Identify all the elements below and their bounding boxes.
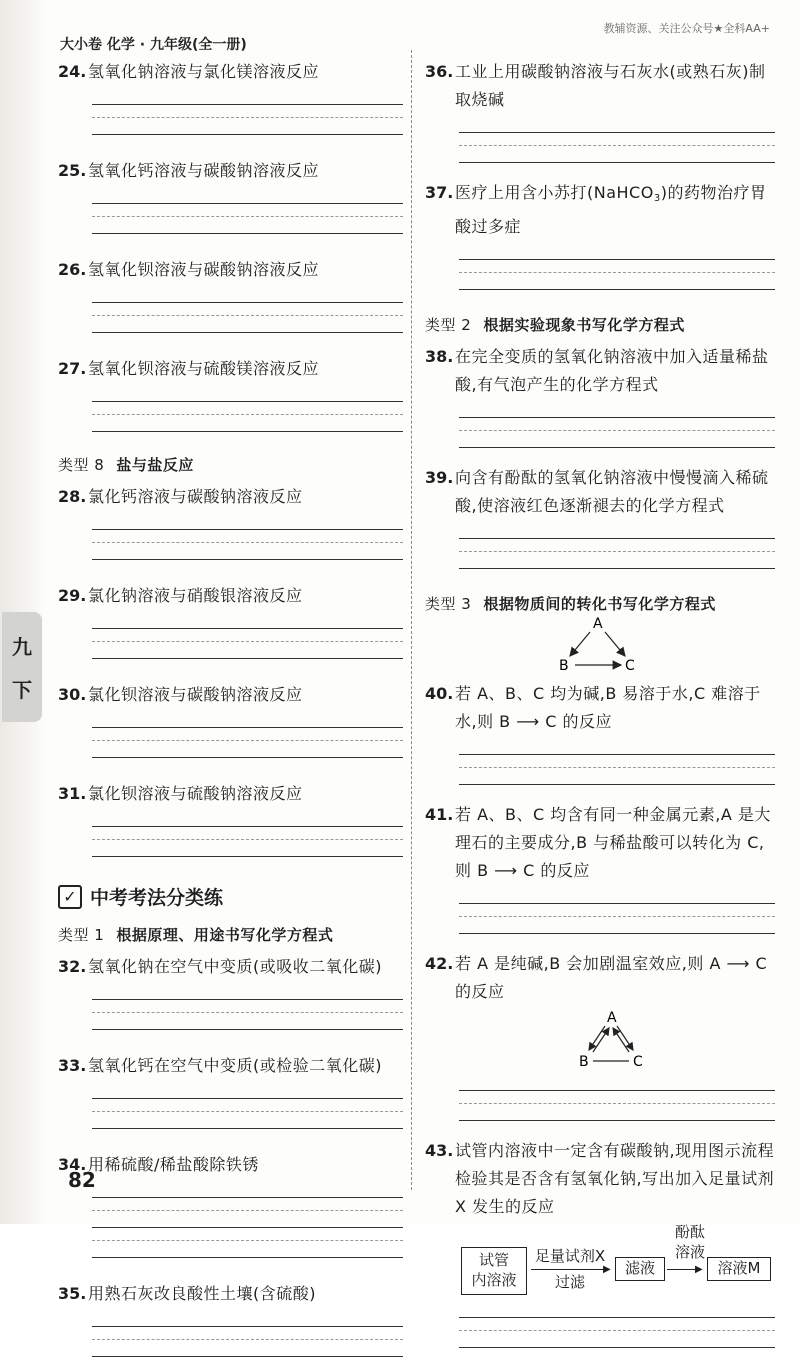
flow-diagram — [425, 1223, 775, 1299]
watermark-text: 教辅资源、关注公众号★全科AA+ — [603, 22, 770, 35]
question-36 — [425, 58, 775, 114]
answer-lines — [92, 187, 403, 234]
node-c: C — [625, 658, 635, 674]
book-header: 大小卷 化学 · 九年级(全一册) — [60, 37, 247, 53]
answer-line[interactable] — [92, 1099, 403, 1112]
answer-line[interactable] — [92, 1013, 403, 1030]
question-25 — [58, 157, 403, 185]
question-number: 29. — [58, 586, 87, 605]
question-24 — [58, 58, 403, 86]
question-number: 38. — [425, 347, 454, 366]
question-number: 43. — [425, 1141, 454, 1160]
question-number: 35. — [58, 1284, 87, 1303]
flow-arrow2-top-1: 酚酞 — [674, 1223, 705, 1241]
type-title: 根据物质间的转化书写化学方程式 — [483, 595, 716, 613]
arrow-a-to-b — [570, 632, 590, 656]
flow-arrow2-top-2: 溶液 — [674, 1243, 705, 1261]
question-number: 42. — [425, 954, 454, 973]
answer-line[interactable] — [92, 1340, 403, 1357]
type-3-heading — [425, 593, 775, 614]
right-column — [425, 58, 775, 1348]
question-text-part: )的药物治疗胃酸过多症 — [455, 183, 767, 236]
question-30 — [58, 681, 403, 709]
answer-line[interactable] — [92, 1198, 403, 1211]
question-text: 氯化钡溶液与硫酸钠溶液反应 — [88, 784, 303, 803]
answer-lines — [92, 1310, 403, 1357]
answer-line[interactable] — [92, 316, 403, 333]
answer-lines — [92, 88, 403, 135]
node-a: A — [593, 616, 603, 632]
answer-line[interactable] — [92, 513, 403, 530]
grade-side-tab — [2, 612, 42, 722]
flow-arrow1-bottom: 过滤 — [554, 1273, 585, 1291]
question-text: 若 A、B、C 均含有同一种金属元素,A 是大理石的主要成分,B 与稀盐酸可以转化为 C,则 B ⟶ C 的反应 — [455, 805, 771, 880]
question-number: 40. — [425, 684, 454, 703]
answer-line[interactable] — [459, 1104, 775, 1121]
question-text — [455, 179, 775, 241]
question-33 — [58, 1052, 403, 1080]
question-text: 氢氧化钡溶液与硫酸镁溶液反应 — [88, 359, 320, 378]
node-b: B — [559, 658, 569, 674]
question-number: 41. — [425, 805, 454, 824]
question-text: 氯化钠溶液与硝酸银溶液反应 — [88, 586, 303, 605]
question-number: 34. — [58, 1155, 87, 1174]
question-42 — [425, 950, 775, 1006]
flow-box-tube-solution — [461, 1247, 527, 1295]
answer-lines — [459, 401, 775, 448]
answer-line[interactable] — [92, 88, 403, 105]
question-text: 用熟石灰改良酸性土壤(含硫酸) — [88, 1284, 316, 1303]
question-35 — [58, 1280, 403, 1308]
answer-line[interactable] — [459, 917, 775, 934]
answer-line[interactable] — [459, 738, 775, 755]
type-title: 盐与盐反应 — [116, 456, 194, 474]
question-text: 氢氧化钙在空气中变质(或检验二氧化碳) — [88, 1056, 382, 1075]
question-number: 31. — [58, 784, 87, 803]
answer-line[interactable] — [459, 243, 775, 260]
answer-line[interactable] — [92, 187, 403, 204]
answer-lines — [92, 385, 403, 432]
question-39 — [425, 464, 775, 520]
flow-box-line: 试管 — [478, 1251, 509, 1269]
answer-line[interactable] — [92, 105, 403, 118]
answer-line[interactable] — [92, 1327, 403, 1340]
answer-line[interactable] — [459, 1074, 775, 1091]
type-label: 类型 1 — [58, 926, 105, 944]
arrow-right-icon: ▶ — [603, 1264, 611, 1275]
answer-lines — [92, 286, 403, 333]
question-text: 试管内溶液中一定含有碳酸钠,现用图示流程检验其是否含有氢氧化钠,写出加入足量试剂 X 发生的反应 — [455, 1141, 775, 1216]
question-text: 工业上用碳酸钠溶液与石灰水(或熟石灰)制取烧碱 — [455, 62, 766, 109]
answer-lines — [459, 1074, 775, 1121]
answer-lines — [92, 983, 403, 1030]
answer-line[interactable] — [459, 1301, 775, 1318]
node-b: B — [579, 1054, 589, 1070]
answer-line[interactable] — [92, 1000, 403, 1013]
answer-line[interactable] — [459, 1331, 775, 1348]
answer-line[interactable] — [459, 887, 775, 904]
answer-lines — [92, 1181, 403, 1258]
answer-line[interactable] — [459, 116, 775, 133]
flow-box-line: 内溶液 — [471, 1271, 517, 1289]
answer-line[interactable] — [459, 522, 775, 539]
question-31 — [58, 780, 403, 808]
question-text: 氯化钡溶液与碳酸钠溶液反应 — [88, 685, 303, 704]
answer-line[interactable] — [92, 840, 403, 857]
type-label: 类型 2 — [425, 316, 472, 334]
question-number: 39. — [425, 468, 454, 487]
section-title — [58, 883, 403, 910]
answer-line[interactable] — [459, 401, 775, 418]
answer-line[interactable] — [92, 385, 403, 402]
subscript: 3 — [653, 193, 661, 204]
check-icon: ✓ — [58, 885, 82, 909]
answer-line[interactable] — [459, 768, 775, 785]
question-38 — [425, 343, 775, 399]
question-number: 36. — [425, 62, 454, 81]
side-tab-bottom: 下 — [12, 678, 32, 702]
question-number: 25. — [58, 161, 87, 180]
question-32 — [58, 953, 403, 981]
answer-lines — [92, 612, 403, 659]
conversion-diagram-1 — [425, 614, 775, 674]
question-27 — [58, 355, 403, 383]
question-text: 若 A、B、C 均为碱,B 易溶于水,C 难溶于水,则 B ⟶ C 的反应 — [455, 684, 761, 731]
question-text: 在完全变质的氢氧化钠溶液中加入适量稀盐酸,有气泡产生的化学方程式 — [455, 347, 769, 394]
answer-line[interactable] — [92, 204, 403, 217]
question-text: 氯化钙溶液与碳酸钠溶液反应 — [88, 487, 303, 506]
flow-box-filtrate: 滤液 — [615, 1257, 665, 1281]
conversion-diagram-2 — [425, 1006, 775, 1072]
answer-line[interactable] — [92, 728, 403, 741]
question-41 — [425, 801, 775, 885]
answer-line[interactable] — [92, 286, 403, 303]
answer-line[interactable] — [92, 741, 403, 758]
answer-line[interactable] — [92, 543, 403, 560]
answer-line[interactable] — [459, 431, 775, 448]
type-title: 根据实验现象书写化学方程式 — [483, 316, 685, 334]
question-text: 氢氧化钡溶液与碳酸钠溶液反应 — [88, 260, 320, 279]
section-title-text: 中考考法分类练 — [90, 887, 224, 909]
answer-lines — [92, 711, 403, 758]
answer-lines — [459, 243, 775, 290]
answer-line[interactable] — [92, 1112, 403, 1129]
answer-line[interactable] — [459, 1318, 775, 1331]
answer-line[interactable] — [92, 612, 403, 629]
answer-line[interactable] — [459, 133, 775, 146]
question-40 — [425, 680, 775, 736]
answer-lines — [459, 1301, 775, 1348]
node-c: C — [633, 1054, 643, 1070]
answer-line[interactable] — [459, 539, 775, 552]
flow-arrow2-line — [667, 1269, 697, 1270]
answer-line[interactable] — [92, 217, 403, 234]
question-37 — [425, 179, 775, 241]
answer-lines — [92, 810, 403, 857]
answer-line[interactable] — [92, 1181, 403, 1198]
answer-lines — [459, 522, 775, 569]
flow-box-solution-m: 溶液M — [707, 1257, 771, 1281]
answer-line[interactable] — [92, 530, 403, 543]
question-number: 30. — [58, 685, 87, 704]
page-number: 82 — [68, 1168, 96, 1192]
answer-line[interactable] — [92, 1241, 403, 1258]
question-34 — [58, 1151, 403, 1179]
type-title: 根据原理、用途书写化学方程式 — [116, 926, 334, 944]
question-number: 32. — [58, 957, 87, 976]
answer-line[interactable] — [92, 983, 403, 1000]
column-divider — [411, 50, 412, 1190]
question-text-part: 医疗上用含小苏打(NaHCO — [455, 183, 654, 202]
question-26 — [58, 256, 403, 284]
answer-line[interactable] — [459, 260, 775, 273]
question-28 — [58, 483, 403, 511]
answer-line[interactable] — [92, 1310, 403, 1327]
question-text: 用稀硫酸/稀盐酸除铁锈 — [88, 1155, 259, 1174]
answer-lines — [459, 887, 775, 934]
question-text: 氢氧化钠溶液与氯化镁溶液反应 — [88, 62, 320, 81]
answer-line[interactable] — [459, 418, 775, 431]
answer-lines — [459, 116, 775, 163]
question-text: 若 A 是纯碱,B 会加剧温室效应,则 A ⟶ C 的反应 — [455, 954, 768, 1001]
answer-line[interactable] — [92, 711, 403, 728]
question-text: 氢氧化钙溶液与碳酸钠溶液反应 — [88, 161, 320, 180]
question-43 — [425, 1137, 775, 1221]
arrow-a-to-c — [605, 632, 625, 656]
answer-line[interactable] — [459, 146, 775, 163]
left-column — [58, 58, 403, 1357]
answer-line[interactable] — [92, 402, 403, 415]
answer-line[interactable] — [92, 810, 403, 827]
answer-lines — [459, 738, 775, 785]
question-text: 向含有酚酞的氢氧化钠溶液中慢慢滴入稀硫酸,使溶液红色逐渐褪去的化学方程式 — [455, 468, 769, 515]
type-8-heading — [58, 454, 403, 475]
question-number: 26. — [58, 260, 87, 279]
answer-lines — [92, 1082, 403, 1129]
type-label: 类型 3 — [425, 595, 472, 613]
question-number: 24. — [58, 62, 87, 81]
answer-line[interactable] — [459, 552, 775, 569]
type-2-heading — [425, 314, 775, 335]
answer-line[interactable] — [92, 1082, 403, 1099]
answer-line[interactable] — [459, 273, 775, 290]
answer-line[interactable] — [92, 303, 403, 316]
node-a: A — [607, 1010, 617, 1026]
answer-line[interactable] — [92, 1228, 403, 1241]
question-number: 33. — [58, 1056, 87, 1075]
answer-line[interactable] — [92, 642, 403, 659]
type-label: 类型 8 — [58, 456, 105, 474]
flow-arrow1-top: 足量试剂X — [534, 1247, 606, 1265]
answer-line[interactable] — [459, 904, 775, 917]
flow-arrow1-line — [531, 1269, 605, 1270]
arrow-right-icon: ▶ — [695, 1264, 703, 1275]
side-tab-top: 九 — [12, 635, 32, 659]
question-29 — [58, 582, 403, 610]
answer-line[interactable] — [92, 118, 403, 135]
answer-line[interactable] — [92, 827, 403, 840]
answer-line[interactable] — [92, 415, 403, 432]
question-number: 37. — [425, 183, 454, 202]
answer-line[interactable] — [92, 1211, 403, 1228]
answer-line[interactable] — [92, 629, 403, 642]
type-1-heading — [58, 924, 403, 945]
question-number: 27. — [58, 359, 87, 378]
answer-line[interactable] — [459, 755, 775, 768]
answer-line[interactable] — [459, 1091, 775, 1104]
question-text: 氢氧化钠在空气中变质(或吸收二氧化碳) — [88, 957, 382, 976]
question-number: 28. — [58, 487, 87, 506]
answer-lines — [92, 513, 403, 560]
